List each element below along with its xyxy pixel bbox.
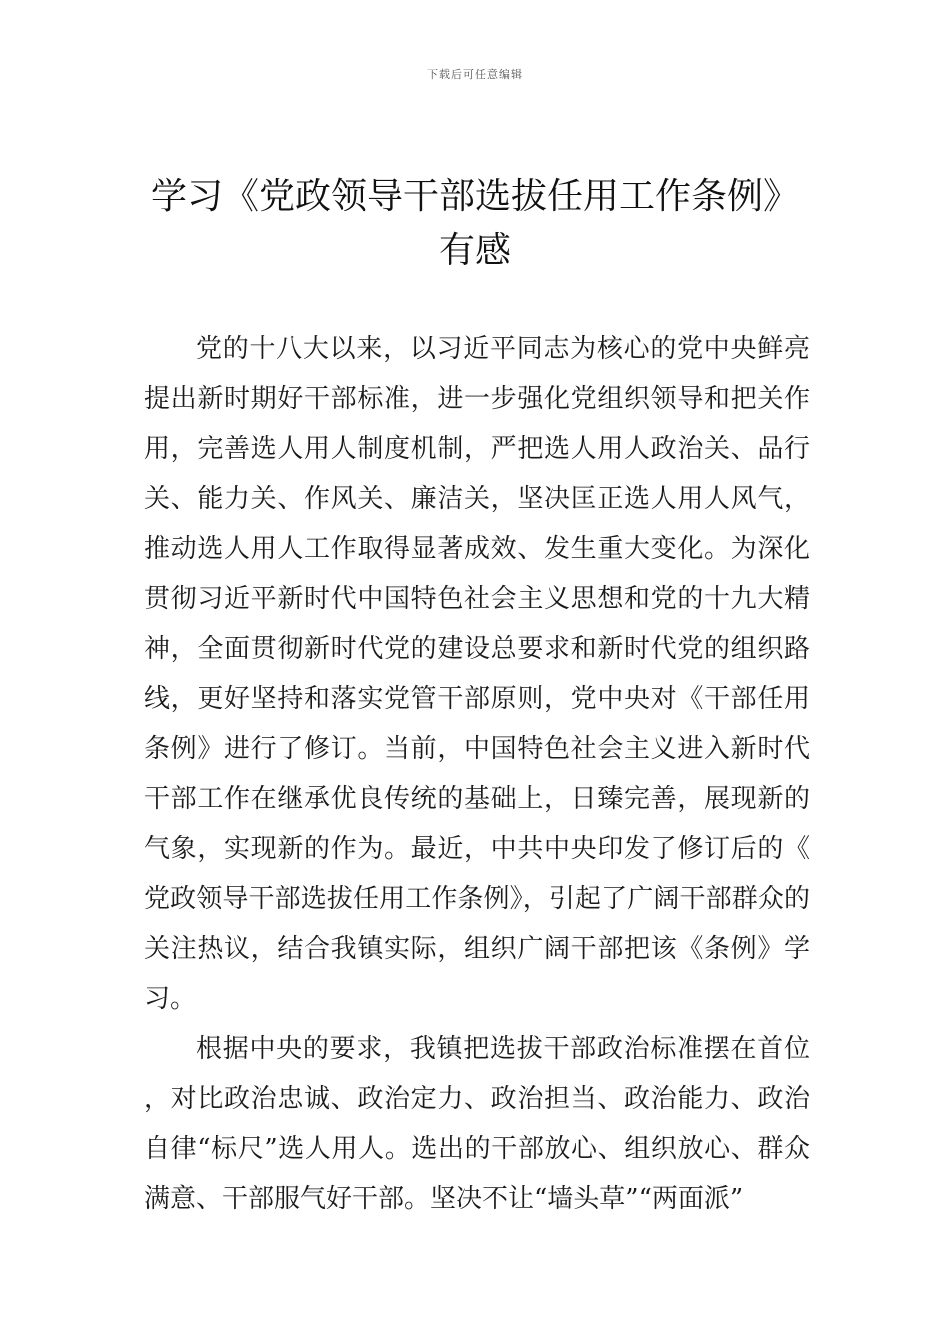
document-title bbox=[100, 170, 850, 278]
header-note: 下载后可任意编辑 bbox=[427, 68, 523, 81]
title-line-1: 学习《党政领导干部选拔任用工作条例》 bbox=[150, 176, 799, 217]
paragraph-2: 根据中央的要求，我镇把选拔干部政治标准摆在首位，对比政治忠诚、政治定力、政治担当、政治能力、政治自律“标尺”选人用人。选出的干部放心、组织放心、群众满意、干部服气好干部。坚决不让“墙头草”“两面派” bbox=[144, 1034, 810, 1214]
paragraph-1: 党的十八大以来，以习近平同志为核心的党中央鲜亮提出新时期好干部标准，进一步强化党组织领导和把关作用，完善选人用人制度机制，严把选人用人政治关、品行关、能力关、作风关、廉洁关，坚决匡正选人用人风气，推动选人用人工作取得显著成效、发生重大变化。为深化贯彻习近平新时代中国特色社会主义思想和党的十九大精神，全面贯彻新时代党的建设总要求和新时代党的组织路线，更好坚持和落实党管干部原则，党中央对《干部任用条例》进行了修订。当前，中国特色社会主义进入新时代干部工作在继承优良传统的基础上，日臻完善，展现新的气象，实现新的作为。最近，中共中央印发了修订后的《党政领导干部选拔任用工作条例》，引起了广阔干部群众的关注热议，结合我镇实际，组织广阔干部把该《条例》学习。 bbox=[144, 334, 810, 1014]
document-body bbox=[144, 324, 810, 1224]
title-line-2: 有感 bbox=[438, 230, 511, 271]
